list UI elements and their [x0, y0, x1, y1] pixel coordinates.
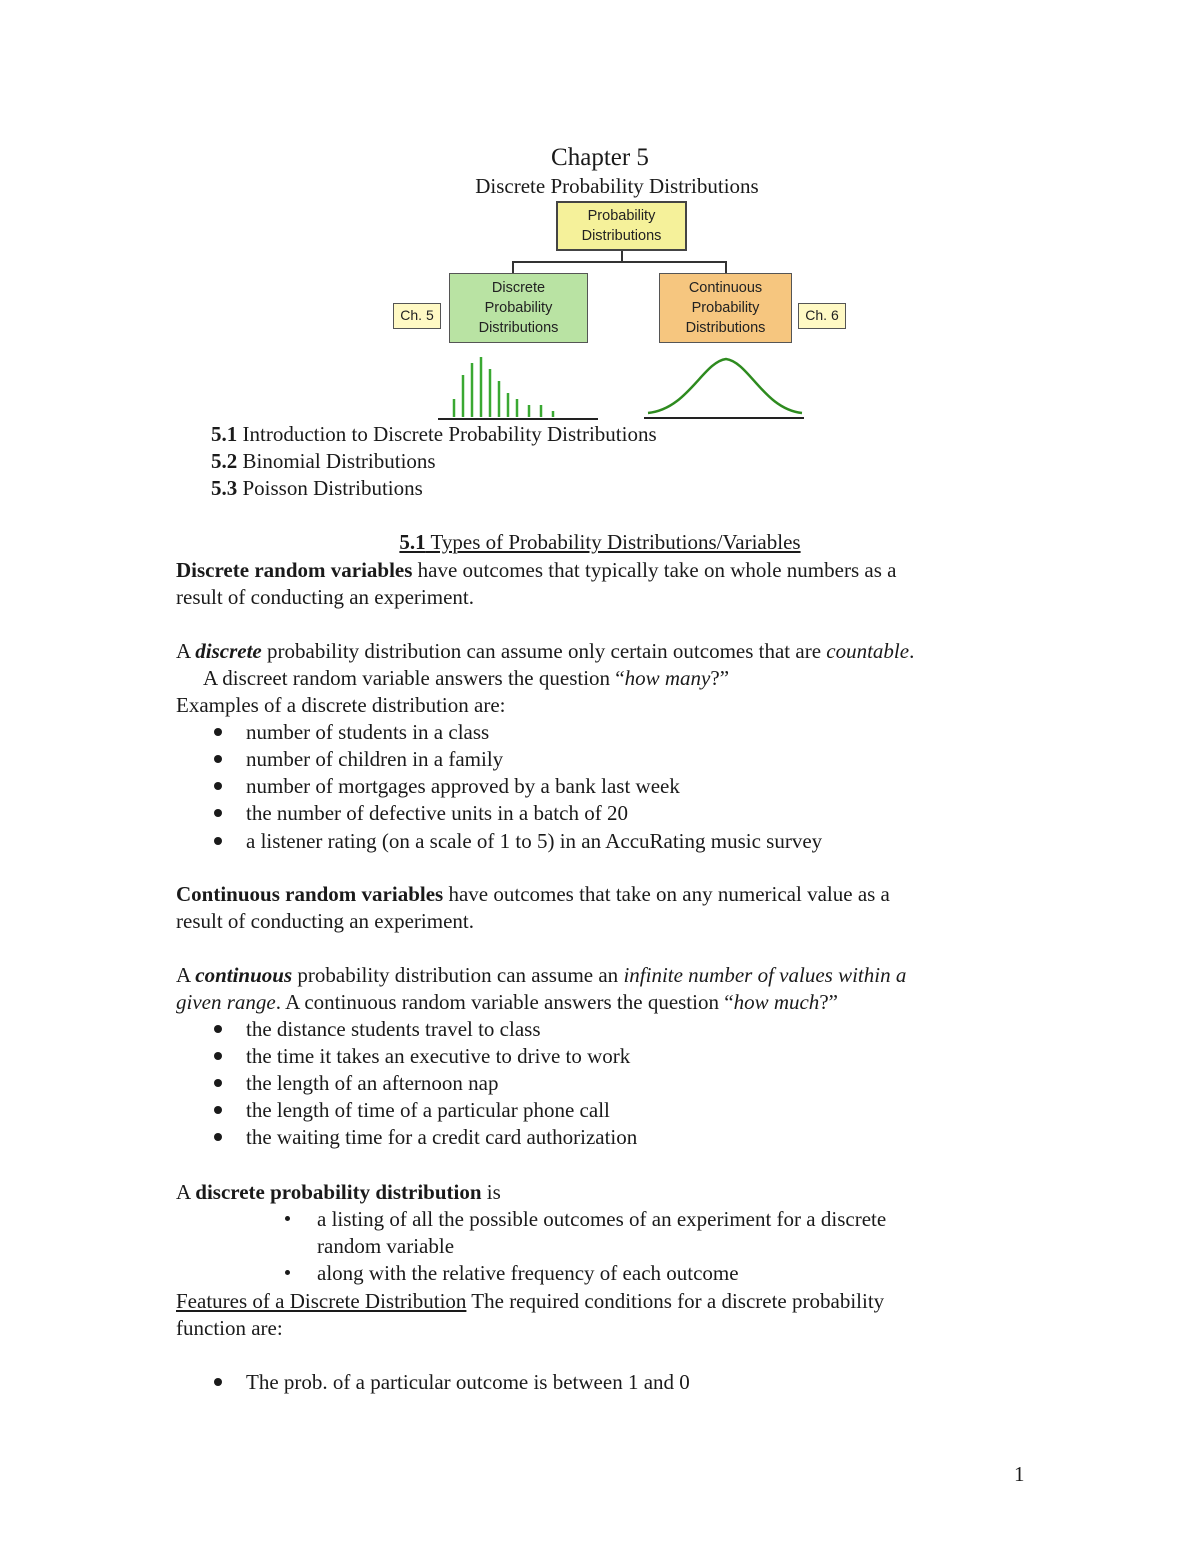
discrete-question-line: [203, 665, 729, 692]
toc-item: [211, 475, 423, 502]
features-paragraph: [176, 1288, 884, 1315]
toc-text: Introduction to Discrete Probability Distributions: [237, 422, 657, 446]
paragraph-text: A: [176, 639, 196, 663]
list-item: the time it takes an executive to drive to work: [246, 1044, 631, 1068]
bullet-icon: [214, 1079, 222, 1087]
term-given-range: given range: [176, 990, 276, 1014]
paragraph-text: have outcomes that typically take on whole numbers as a: [412, 558, 897, 582]
bullet-icon: [214, 782, 222, 790]
question-how-many: how many: [624, 666, 711, 690]
list-item: a listing of all the possible outcomes of an experiment for a discrete: [317, 1207, 887, 1231]
toc-number: 5.1: [211, 422, 238, 446]
toc-item: [211, 448, 436, 475]
paragraph-text: A: [176, 963, 196, 987]
term-discrete-rv: Discrete random variables: [176, 558, 413, 582]
term-discrete-probability-distribution: discrete probability distribution: [195, 1180, 482, 1204]
box-line: Probability: [691, 300, 760, 316]
bullet-icon: [214, 837, 222, 845]
paragraph-text: probability distribution can assume only certain outcomes that are: [261, 639, 827, 663]
chapter-6-tag: Ch. 6: [798, 303, 846, 329]
toc-text: Binomial Distributions: [237, 449, 436, 473]
box-line: Continuous: [688, 280, 763, 296]
definition-paragraph: [176, 1179, 501, 1206]
normal-curve: [648, 359, 802, 413]
list-item: the number of defective units in a batch of 20: [246, 801, 628, 825]
bullet-icon: [214, 1133, 222, 1141]
continuous-rv-paragraph: [176, 881, 890, 908]
paragraph-text: is: [481, 1180, 501, 1204]
discrete-spikes: [454, 357, 553, 417]
box-line: Distributions: [478, 320, 559, 336]
continuous-dist-paragraph-line2: [176, 989, 838, 1016]
bullet-icon: [214, 1106, 222, 1114]
chapter-5-tag: Ch. 5: [393, 303, 441, 329]
term-discrete: discrete: [195, 639, 262, 663]
box-line: Probability: [587, 208, 656, 224]
chapter-title: Chapter 5: [551, 144, 649, 171]
paragraph-text: ?”: [710, 666, 730, 690]
paragraph-text: result of conducting an experiment.: [176, 909, 474, 933]
list-item-continued: random variable: [317, 1234, 455, 1258]
list-item: number of students in a class: [246, 720, 490, 744]
term-continuous: continuous: [195, 963, 293, 987]
discrete-rv-paragraph: [176, 557, 896, 584]
paragraph-text: .: [909, 639, 915, 663]
chapter-subtitle: Discrete Probability Distributions: [475, 174, 759, 198]
page-number: 1: [1014, 1462, 1025, 1486]
continuous-dist-paragraph: [176, 962, 906, 989]
bullet-icon: [214, 809, 222, 817]
box-line: Discrete: [491, 280, 546, 296]
paragraph-text: A discreet random variable answers the question “: [203, 666, 625, 690]
bullet-icon: [214, 1378, 222, 1386]
term-continuous-rv: Continuous random variables: [176, 882, 444, 906]
list-item: the distance students travel to class: [246, 1017, 541, 1041]
distribution-tree-diagram: [388, 197, 848, 425]
bullet-icon: [214, 755, 222, 763]
section-heading: [0, 529, 1200, 556]
list-item: the length of an afternoon nap: [246, 1071, 499, 1095]
examples-intro: Examples of a discrete distribution are:: [176, 693, 506, 717]
section-number: 5.1: [399, 530, 426, 554]
paragraph-text: probability distribution can assume an: [292, 963, 624, 987]
toc-number: 5.3: [211, 476, 238, 500]
box-line: Distributions: [685, 320, 766, 336]
bullet-icon: [285, 1270, 290, 1275]
paragraph-text: function are:: [176, 1316, 283, 1340]
toc-item: [211, 421, 657, 448]
list-item: number of mortgages approved by a bank last week: [246, 774, 680, 798]
toc-text: Poisson Distributions: [237, 476, 423, 500]
paragraph-text: have outcomes that take on any numerical value as a: [443, 882, 890, 906]
paragraph-text: . A continuous random variable answers the question “: [275, 990, 734, 1014]
paragraph-text: A: [176, 1180, 196, 1204]
box-line: Distributions: [581, 228, 662, 244]
term-countable: countable: [826, 639, 910, 663]
features-heading: Features of a Discrete Distribution: [176, 1289, 467, 1313]
toc-number: 5.2: [211, 449, 238, 473]
list-item: the length of time of a particular phone call: [246, 1098, 610, 1122]
box-line: Probability: [484, 300, 553, 316]
discrete-dist-paragraph: [176, 638, 914, 665]
paragraph-text: The required conditions for a discrete probability: [466, 1289, 885, 1313]
list-item: the waiting time for a credit card authorization: [246, 1125, 638, 1149]
distribution-shapes: [388, 197, 848, 425]
bullet-icon: [285, 1216, 290, 1221]
list-item: number of children in a family: [246, 747, 504, 771]
question-how-much: how much: [733, 990, 820, 1014]
term-infinite-values: infinite number of values within a: [623, 963, 907, 987]
list-item: The prob. of a particular outcome is between 1 and 0: [246, 1370, 690, 1394]
list-item: a listener rating (on a scale of 1 to 5) in an AccuRating music survey: [246, 829, 823, 853]
list-item: along with the relative frequency of each outcome: [317, 1261, 739, 1285]
section-title: Types of Probability Distributions/Variables: [425, 530, 801, 554]
bullet-icon: [214, 1052, 222, 1060]
bullet-icon: [214, 728, 222, 736]
paragraph-text: result of conducting an experiment.: [176, 585, 474, 609]
paragraph-text: ?”: [819, 990, 838, 1014]
bullet-icon: [214, 1025, 222, 1033]
